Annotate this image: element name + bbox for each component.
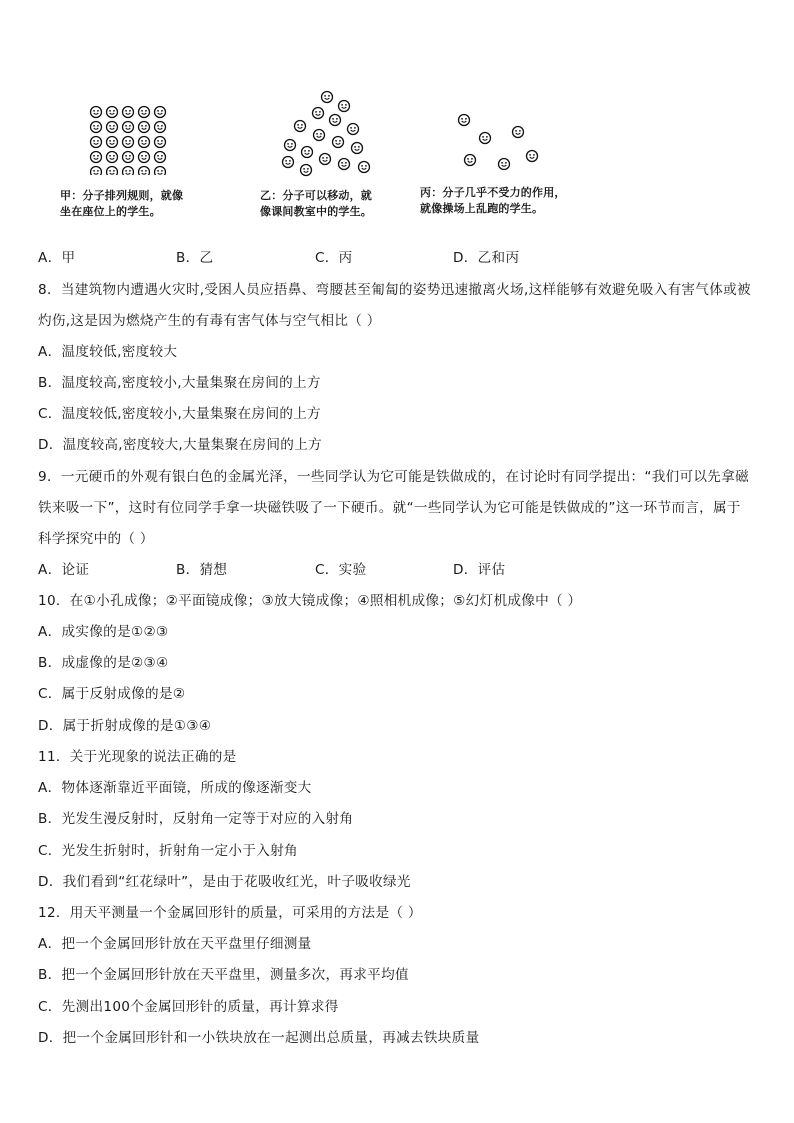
q12-option-c[interactable]: C．先测出100个金属回形针的质量，再计算求得 — [38, 999, 339, 1015]
molecule-smiley-icon — [91, 107, 102, 118]
molecule-smiley-icon — [139, 152, 150, 163]
molecule-grid-diagram — [88, 85, 168, 175]
molecule-smiley-icon — [155, 137, 166, 148]
q12-option-a[interactable]: A．把一个金属回形针放在天平盘里仔细测量 — [38, 936, 312, 952]
molecule-smiley-icon — [339, 101, 350, 112]
q10-option-a[interactable]: A．成实像的是①②③ — [38, 624, 169, 640]
q12-stem: 12．用天平测量一个金属回形针的质量，可采用的方法是（ ） — [38, 905, 422, 921]
molecule-scatter-diagram — [452, 110, 542, 170]
molecule-smiley-icon — [123, 122, 134, 133]
molecule-smiley-icon — [352, 143, 363, 154]
caption-jia-line-2: 坐在座位上的学生。 — [60, 205, 161, 218]
molecule-smiley-icon — [513, 127, 524, 138]
molecule-smiley-icon — [139, 137, 150, 148]
molecule-pile-diagram — [278, 88, 378, 178]
q10-option-c[interactable]: C．属于反射成像的是② — [38, 686, 186, 702]
q9-option-a[interactable]: A．论证 — [38, 562, 90, 578]
molecule-smiley-icon — [339, 159, 350, 170]
molecule-smiley-icon — [330, 115, 341, 126]
q8-stem-line-2: 灼伤,这是因为燃烧产生的有毒有害气体与空气相比（ ） — [38, 313, 381, 329]
molecule-smiley-icon — [314, 130, 325, 141]
molecule-smiley-icon — [107, 167, 118, 176]
caption-jia-line-1: 甲：分子排列规则，就像 — [60, 189, 184, 202]
molecule-smiley-icon — [91, 167, 102, 176]
molecule-smiley-icon — [459, 115, 470, 126]
molecule-smiley-icon — [499, 159, 510, 170]
molecule-smiley-icon — [123, 167, 134, 176]
molecule-smiley-icon — [139, 167, 150, 176]
figure-bing — [452, 110, 542, 170]
molecule-smiley-icon — [302, 147, 313, 158]
q11-option-d[interactable]: D．我们看到“红花绿叶”，是由于花吸收红光，叶子吸收绿光 — [38, 874, 411, 890]
q9-option-b[interactable]: B．猜想 — [176, 562, 228, 578]
molecule-smiley-icon — [527, 151, 538, 162]
q9-stem-line-2: 铁来吸一下”，这时有位同学手拿一块磁铁吸了一下硬币。就“一些同学认为它可能是铁做成的”这一环节而言，属于 — [38, 500, 741, 516]
molecule-smiley-icon — [320, 154, 331, 165]
q7-option-d[interactable]: D．乙和丙 — [453, 250, 520, 266]
molecule-smiley-icon — [359, 162, 370, 173]
molecule-smiley-icon — [295, 121, 306, 132]
molecule-smiley-icon — [313, 108, 324, 119]
q7-option-a[interactable]: A．甲 — [38, 250, 76, 266]
caption-bing-line-1: 丙：分子几乎不受力的作用， — [420, 186, 566, 199]
q8-option-a[interactable]: A．温度较低,密度较大 — [38, 344, 178, 360]
molecule-smiley-icon — [139, 107, 150, 118]
molecule-smiley-icon — [91, 137, 102, 148]
molecule-smiley-icon — [107, 152, 118, 163]
molecule-smiley-icon — [285, 140, 296, 151]
q12-option-b[interactable]: B．把一个金属回形针放在天平盘里，测量多次，再求平均值 — [38, 967, 409, 983]
molecule-smiley-icon — [123, 107, 134, 118]
molecule-smiley-icon — [107, 122, 118, 133]
q9-option-c[interactable]: C．实验 — [315, 562, 367, 578]
molecule-smiley-icon — [123, 152, 134, 163]
molecule-smiley-icon — [465, 155, 476, 166]
q9-option-d[interactable]: D．评估 — [453, 562, 506, 578]
q7-option-c[interactable]: C．丙 — [315, 250, 353, 266]
q9-stem-line-1: 9．一元硬币的外观有银白色的金属光泽，一些同学认为它可能是铁做成的，在讨论时有同学提出：“我们可以先拿磁 — [38, 469, 749, 485]
molecule-smiley-icon — [91, 122, 102, 133]
q8-option-c[interactable]: C．温度较低,密度较小,大量集聚在房间的上方 — [38, 406, 322, 422]
caption-bing-line-2: 就像操场上乱跑的学生。 — [420, 202, 544, 215]
molecule-smiley-icon — [123, 137, 134, 148]
molecule-smiley-icon — [283, 157, 294, 168]
caption-yi — [260, 188, 372, 220]
molecule-smiley-icon — [155, 152, 166, 163]
caption-yi-line-1: 乙：分子可以移动，就 — [260, 189, 372, 202]
q11-option-c[interactable]: C．光发生折射时，折射角一定小于入射角 — [38, 843, 298, 859]
caption-yi-line-2: 像课间教室中的学生。 — [260, 205, 372, 218]
molecule-smiley-icon — [348, 124, 359, 135]
q10-option-b[interactable]: B．成虚像的是②③④ — [38, 655, 169, 671]
q7-option-b[interactable]: B．乙 — [176, 250, 214, 266]
figure-jia — [88, 85, 168, 175]
molecule-smiley-icon — [107, 107, 118, 118]
molecule-smiley-icon — [333, 137, 344, 148]
q8-stem-line-1: 8．当建筑物内遭遇火灾时,受困人员应捂鼻、弯腰甚至匍匐的姿势迅速撤离火场,这样能够有效避免吸入有害气体或被 — [38, 282, 751, 298]
q10-option-d[interactable]: D．属于折射成像的是①③④ — [38, 718, 212, 734]
q8-option-d[interactable]: D．温度较高,密度较大,大量集聚在房间的上方 — [38, 437, 322, 453]
caption-bing — [420, 185, 566, 217]
q8-option-b[interactable]: B．温度较高,密度较小,大量集聚在房间的上方 — [38, 375, 321, 391]
q11-option-b[interactable]: B．光发生漫反射时，反射角一定等于对应的入射角 — [38, 811, 354, 827]
q11-stem: 11．关于光现象的说法正确的是 — [38, 749, 237, 765]
molecule-smiley-icon — [322, 92, 333, 103]
q10-stem: 10．在①小孔成像；②平面镜成像；③放大镜成像；④照相机成像；⑤幻灯机成像中（ ） — [38, 593, 582, 609]
q11-option-a[interactable]: A．物体逐渐靠近平面镜，所成的像逐渐变大 — [38, 780, 312, 796]
molecule-smiley-icon — [301, 165, 312, 176]
molecule-smiley-icon — [480, 133, 491, 144]
molecule-smiley-icon — [91, 152, 102, 163]
figure-yi — [278, 88, 378, 178]
molecule-smiley-icon — [107, 137, 118, 148]
caption-jia — [60, 188, 183, 220]
molecule-smiley-icon — [155, 107, 166, 118]
molecule-smiley-icon — [155, 167, 166, 176]
molecule-smiley-icon — [139, 122, 150, 133]
q12-option-d[interactable]: D．把一个金属回形针和一小铁块放在一起测出总质量，再减去铁块质量 — [38, 1030, 480, 1046]
molecule-smiley-icon — [155, 122, 166, 133]
q9-stem-line-3: 科学探究中的（ ） — [38, 531, 154, 547]
